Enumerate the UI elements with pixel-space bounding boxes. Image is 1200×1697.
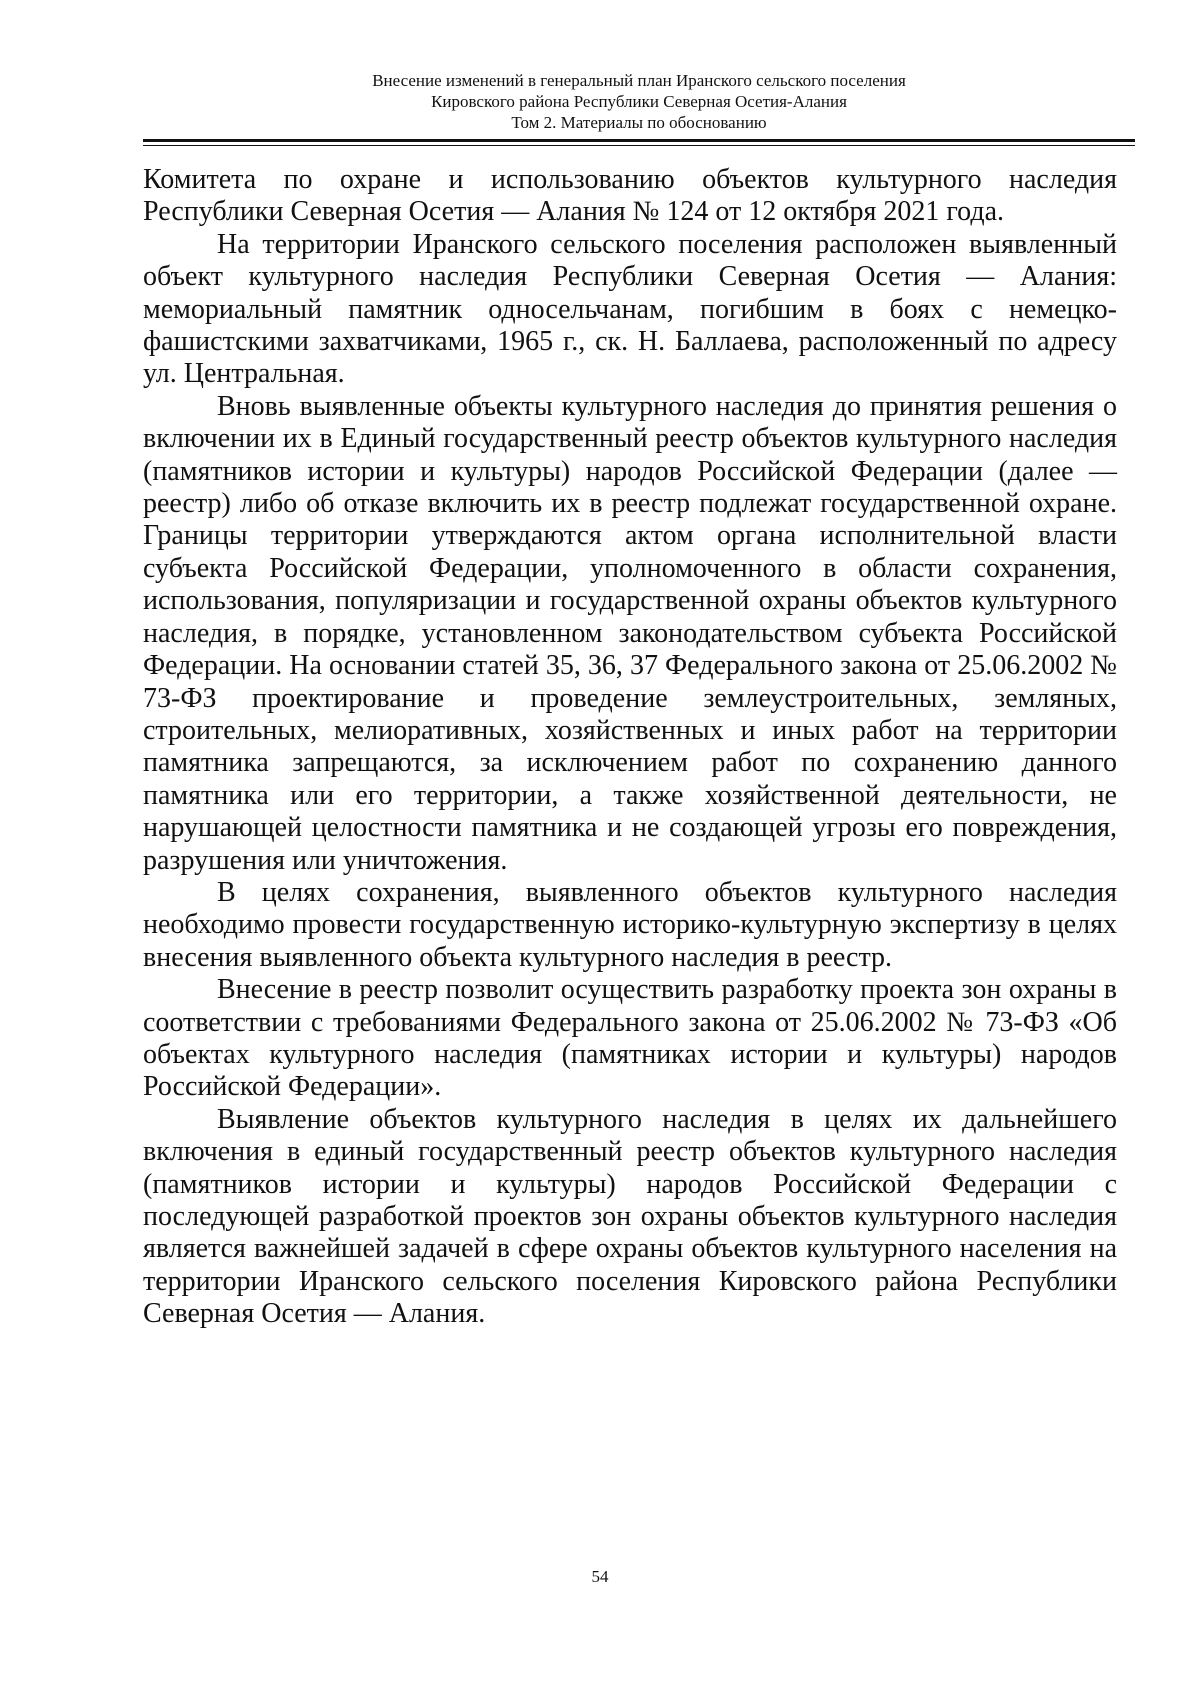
paragraph-registry-inclusion: Внесение в реестр позволит осуществить разработку проекта зон охраны в соответствии с требованиями Федерального закона от 25.06.2002 № 73-ФЗ «Об объектах культурного наследия (памятниках истории и культуры) народов Российской Федерации». — [143, 974, 1117, 1103]
page-header — [143, 70, 1135, 133]
paragraph-heritage-site: На территории Иранского сельского поселения расположен выявленный объект культурного наследия Республики Северная Осетия — Алания: мемориальный памятник односельчанам, погибшим в боях с немецко-фашистскими захватчиками, 1965 г., ск. Н. Баллаева, расположенный по адресу ул. Центральная. — [143, 228, 1117, 390]
header-rule-thin — [143, 145, 1135, 146]
paragraph-continuation: Комитета по охране и использованию объектов культурного наследия Республики Северная Осетия — Алания № 124 от 12 октября 2021 года. — [143, 164, 1117, 228]
paragraph-expertise: В целях сохранения, выявленного объектов культурного наследия необходимо провести государственную историко-культурную экспертизу в целях внесения выявленного объекта культурного наследия в реестр. — [143, 876, 1117, 973]
document-body — [143, 164, 1117, 1331]
paragraph-state-protection: Вновь выявленные объекты культурного наследия до принятия решения о включении их в Единый государственный реестр объектов культурного наследия (памятников истории и культуры) народов Российской Федерации (далее — реестр) либо об отказе включить их в реестр подлежат государственной охране. Границы территории утверждаются актом органа исполнительной власти субъекта Российской Федерации, уполномоченного в области сохранения, использования, популяризации и государственной охраны объектов культурного наследия, в порядке, установленном законодательством субъекта Российской Федерации. На основании статей 35, 36, 37 Федерального закона от 25.06.2002 № 73-ФЗ проектирование и проведение землеустроительных, земляных, строительных, мелиоративных, хозяйственных и иных работ на территории памятника запрещаются, за исключением работ по сохранению данного памятника или его территории, а также хозяйственной деятельности, не нарушающей целостности памятника и не создающей угрозы его повреждения, разрушения или уничтожения. — [143, 390, 1117, 876]
paragraph-identification-task: Выявление объектов культурного наследия в целях их дальнейшего включения в единый государственный реестр объектов культурного наследия (памятников истории и культуры) народов Российской Федерации с последующей разработкой проектов зон охраны объектов культурного наследия является важнейшей задачей в сфере охраны объектов культурного населения на территории Иранского сельского поселения Кировского района Республики Северная Осетия — Алания. — [143, 1103, 1117, 1330]
page-number: 54 — [591, 1567, 609, 1586]
header-volume-line: Том 2. Материалы по обоснованию — [511, 113, 767, 132]
header-title-line-2: Кировского района Республики Северная Осетия-Алания — [431, 92, 847, 111]
header-title-line-1: Внесение изменений в генеральный план Иранского сельского поселения — [372, 71, 906, 90]
header-rule-thick — [143, 139, 1135, 142]
